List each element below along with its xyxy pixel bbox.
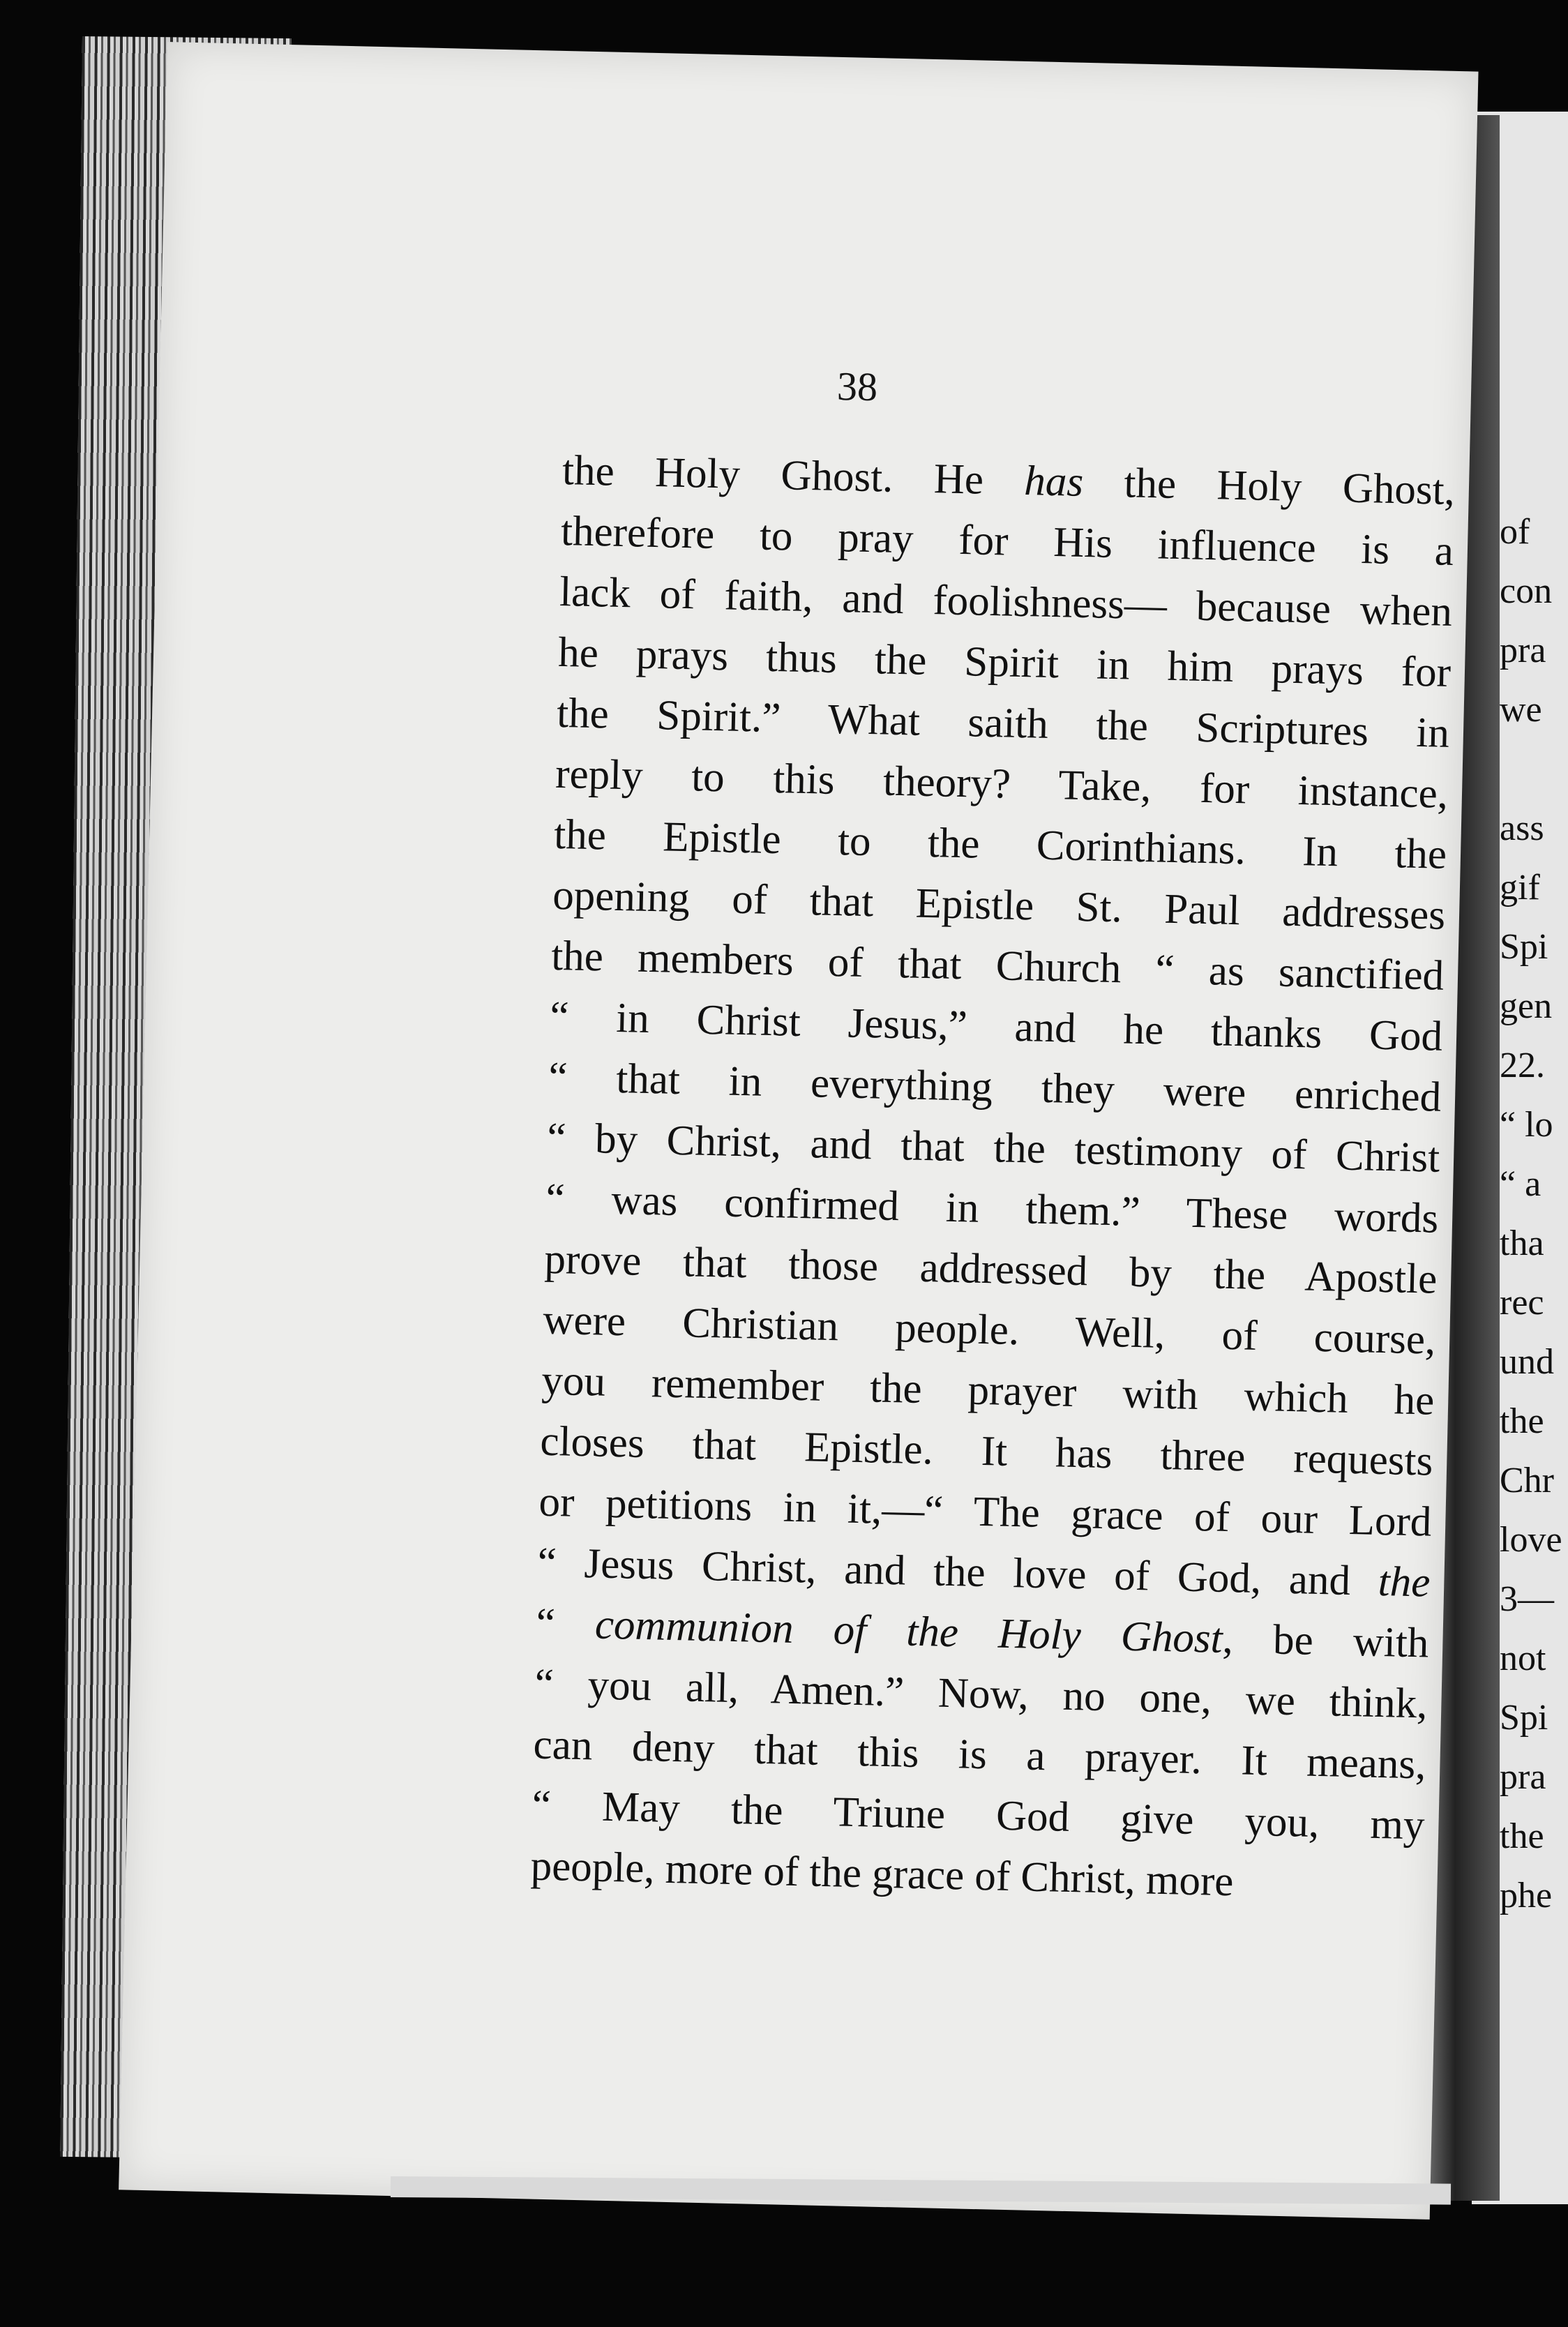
text-run: opening of that Epistle St. Paul addresses bbox=[552, 871, 1446, 939]
facing-line-fragment: gif bbox=[1500, 868, 1540, 908]
text-run: reply to this theory? Take, for instance, bbox=[555, 750, 1449, 818]
text-run: closes that Epistle. It has three requests bbox=[539, 1417, 1434, 1485]
italic-run: the bbox=[1378, 1558, 1431, 1606]
text-run: or petitions in it,—“ The grace of our Lord bbox=[538, 1478, 1433, 1546]
italic-run: communion of the Holy Ghost bbox=[594, 1601, 1223, 1662]
facing-line-fragment: 22. bbox=[1500, 1046, 1545, 1085]
text-run: the Holy Ghost, bbox=[1083, 458, 1456, 515]
facing-line-fragment: rec bbox=[1500, 1283, 1544, 1323]
text-run: lack of faith, and foolishness— because when bbox=[559, 568, 1453, 635]
facing-line-fragment: of bbox=[1500, 512, 1530, 552]
page-number: 38 bbox=[836, 363, 878, 410]
facing-line-fragment: not bbox=[1500, 1639, 1546, 1678]
book-page bbox=[119, 42, 1478, 2220]
text-run: people, more of the grace of Christ, more bbox=[530, 1842, 1235, 1906]
facing-line-fragment: Chr bbox=[1500, 1461, 1554, 1500]
text-run: you remember the prayer with which he bbox=[541, 1357, 1435, 1424]
facing-line-fragment: 3— bbox=[1500, 1579, 1554, 1619]
text-run: prove that those addressed by the Apostle bbox=[543, 1235, 1438, 1303]
body-text bbox=[530, 440, 1456, 1917]
facing-line-fragment: ass bbox=[1500, 808, 1544, 848]
facing-line-fragment bbox=[1500, 739, 1568, 799]
facing-line-fragment: love bbox=[1500, 1520, 1562, 1560]
facing-line-fragment: con bbox=[1500, 571, 1553, 611]
text-run: the Epistle to the Corinthians. In the bbox=[553, 811, 1447, 878]
facing-line-fragment: Spi bbox=[1500, 927, 1548, 967]
text-run: therefore to pray for His influence is a bbox=[560, 507, 1454, 575]
text-run: the Holy Ghost. He bbox=[561, 447, 1025, 505]
facing-line-fragment: Spi bbox=[1500, 1698, 1548, 1738]
facing-line-fragment: gen bbox=[1500, 986, 1553, 1026]
facing-line-fragment: we bbox=[1500, 690, 1542, 730]
facing-line-fragment: phe bbox=[1500, 1876, 1553, 1915]
text-run: the members of that Church “ as sanctified bbox=[550, 932, 1445, 1000]
italic-run: has bbox=[1023, 458, 1084, 506]
facing-line-fragment: und bbox=[1500, 1342, 1554, 1382]
text-run: “ May the Triune God give you, my bbox=[532, 1782, 1426, 1849]
text-run: “ bbox=[535, 1599, 596, 1648]
facing-line-fragment: the bbox=[1500, 1816, 1544, 1856]
text-run: the Spirit.” What saith the Scriptures in bbox=[556, 689, 1450, 757]
facing-line-fragment: tha bbox=[1500, 1223, 1544, 1263]
text-run: “ Jesus Christ, and the love of God, and bbox=[536, 1539, 1379, 1605]
facing-line-fragment: “ lo bbox=[1500, 1105, 1553, 1145]
facing-line-fragment: pra bbox=[1500, 1757, 1546, 1797]
facing-page-text bbox=[1500, 502, 1568, 1925]
text-run: were Christian people. Well, of course, bbox=[542, 1296, 1437, 1364]
text-run: “ in Christ Jesus,” and he thanks God bbox=[549, 993, 1443, 1060]
text-run: “ by Christ, and that the testimony of Christ bbox=[546, 1114, 1440, 1182]
facing-line-fragment: pra bbox=[1500, 631, 1546, 670]
text-run: he prays thus the Spirit in him prays for bbox=[557, 628, 1452, 696]
text-run: can deny that this is a prayer. It means, bbox=[532, 1721, 1427, 1788]
text-run: “ you all, Amen.” Now, no one, we think, bbox=[534, 1660, 1428, 1728]
facing-line-fragment: the bbox=[1500, 1401, 1544, 1441]
text-run: , be with bbox=[1221, 1615, 1430, 1667]
text-run: “ was confirmed in them.” These words bbox=[545, 1175, 1439, 1242]
text-run: “ that in everything they were enriched bbox=[548, 1053, 1442, 1121]
facing-line-fragment: “ a bbox=[1500, 1164, 1541, 1204]
